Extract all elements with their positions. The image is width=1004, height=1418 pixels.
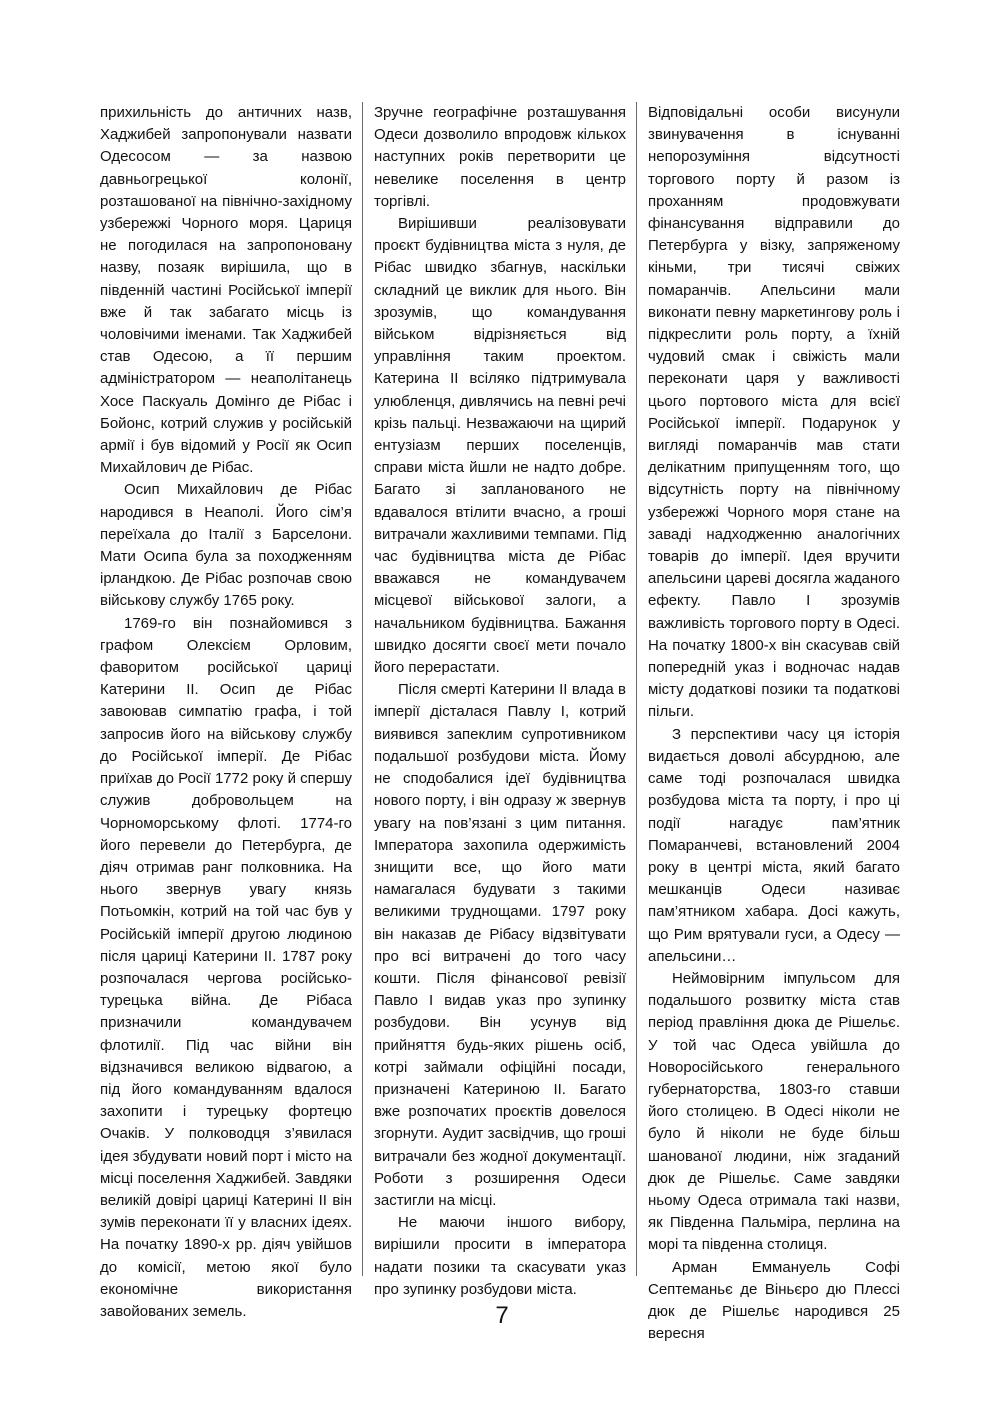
column-divider (362, 102, 363, 1276)
page-number: 7 (495, 1302, 509, 1329)
text-column-1 (100, 102, 352, 1323)
paragraph: 1769-го він познайомився з графом Олексієм Орловим, фаворитом російської цариці Катерини ІІ. Осип де Рібас завоював симпатію графа, і той запросив його на військову службу до Російської імперії. Де Рібас приїхав до Росії 1772 року й спершу служив добровольцем на Чорноморському флоті. 1774-го його перевели до Петербурга, де діяч отримав ранг полковника. На нього звернув увагу князь Потьомкін, котрий на той час був у Російській імперії другою людиною після цариці Катерини ІІ. 1787 року розпочалася чергова російсько-турецька війна. Де Рібаса призначили командувачем флотилії. Під час війни він відзначився великою відвагою, а під його командуванням вдалося захопити і турецьку фортецю Очаків. У полководця з’явилася ідея збудувати новий порт і місто на місці поселення Хаджибей. Завдяки великій довірі цариці Катерині ІІ він зумів переконати її у власних ідеях. На початку 1890-х рр. діяч увійшов до комісії, метою якої було економічне використання завойованих земель. (100, 614, 352, 1320)
column-divider (636, 102, 637, 1276)
paragraph: З перспективи часу ця історія видається доволі абсурдною, але саме тоді розпочалася швидка розбудова міста та порту, і про ці події нагадує пам’ятник Помаранчеві, встановлений 2004 року в центрі міста, який багато мешканців Одеси називає пам’ятником хабара. Досі кажуть, що Рим врятували гуси, а Одесу — апельсини… (648, 725, 900, 965)
paragraph: Неймовірним імпульсом для подальшого розвитку міста став період правління дюка де Рішельє. У той час Одеса увійшла до Новоросійського генерального губернаторства, 1803-го ставши його столицею. В Одесі ніколи не було й ніколи не буде більш шанованої людини, ніж згаданий дюк де Рішельє. Саме завдяки ньому Одеса отримала такі назви, як Південна Пальміра, перлина на морі та південна столиця. (648, 969, 900, 1254)
paragraph: Вирішивши реалізовувати проєкт будівництва міста з нуля, де Рібас швидко збагнув, наскільки складний це виклик для нього. Він зрозумів, що командування військом відрізняється від управління таким проектом. Катерина ІІ всіляко підтримувала улюбленця, дивлячись на певні речі крізь пальці. Незважаючи на щирий ентузіазм перших поселенців, справи міста йшли не надто добре. Багато зі запланованого не вдавалося втілити вчасно, а гроші витрачали жахливими темпами. Під час будівництва міста де Рібас вважався не командувачем місцевої військової залоги, а начальником будівництва. Бажання швидко досягти своєї мети почало його перерастати. (374, 215, 626, 677)
paragraph: Відповідальні особи висунули звинувачення в існуванні непорозуміння відсутності торгового порту й разом із проханням продовжувати фінансування відправили до Петербурга у візку, запряженому кіньми, три тисячі свіжих помаранчів. Апельсини мали виконати певну маркетингову роль і підкреслити роль порту, а їхній чудовий смак і свіжість мали переконати царя у важливості цього портового міста для всієї Російської імперії. Подарунок у вигляді помаранчів мав стати делікатним припущенням того, що відсутність порту на північному узбережжі Чорного моря стане на заваді надходженню аналогічних товарів до імперії. Ідея вручити апельсини цареві досягла жаданого ефекту. Павло І зрозумів важливість торгового порту в Одесі. На початку 1800-х він скасував свій попередній указ і водночас надав місту додаткові позики та податкові пільги. (648, 104, 900, 721)
paragraph: Арман Еммануель Софі Септеманьє де Віньєро дю Плессі дюк де Рішельє народився 25 вересня (648, 1258, 900, 1343)
paragraph: прихильність до античних назв, Хаджибей запропонували назвати Одесосом — за назвою давньогрецької колонії, розташованої на північно-західному узбережжі Чорного моря. Цариця не погодилася на запропоновану назву, позаяк вирішила, що в південній частині Російської імперії вже й так забагато місць із чоловічими іменами. Так Хаджибей став Одесою, а її першим адміністратором — неаполітанець Хосе Паскуаль Домінго де Рібас і Бойонс, котрий служив у російській армії і був відомий у Росії як Осип Михайлович де Рібас. (100, 104, 352, 477)
paragraph: Зручне географічне розташування Одеси дозволило впродовж кількох наступних років перетворити це невелике поселення в центр торгівлі. (374, 104, 626, 210)
paragraph: Після смерті Катерини ІІ влада в імперії дісталася Павлу І, котрий виявився запеклим супротивником подальшої розбудови міста. Йому не сподобалися ідеї будівництва нового порту, і він одразу ж звернув увагу на пов’язані з цим питання. Імператора захопила одержимість знищити все, що його мати намагалася будувати з такими великими труднощами. 1797 року він наказав де Рібасу відзвітувати про всі витрачені до того часу кошти. Після фінансової ревізії Павло І видав указ про зупинку розбудови. Він усунув від прийняття будь-яких рішень осіб, котрі займали офіційні посади, призначені Катериною ІІ. Багато вже розпочатих проєктів довелося згорнути. Аудит засвідчив, що гроші витрачали без жодної документації. Роботи з розширення Одеси застигли на місці. (374, 681, 626, 1209)
text-column-2 (374, 102, 626, 1301)
paragraph: Не маючи іншого вибору, вирішили просити в імператора надати позики та скасувати указ про зупинку розбудови міста. (374, 1214, 626, 1298)
text-column-3 (648, 102, 900, 1345)
paragraph: Осип Михайлович де Рібас народився в Неаполі. Його сім’я переїхала до Італії з Барселони. Мати Осипа була за походженням ірландкою. Де Рібас розпочав свою військову службу 1765 року. (100, 481, 352, 610)
